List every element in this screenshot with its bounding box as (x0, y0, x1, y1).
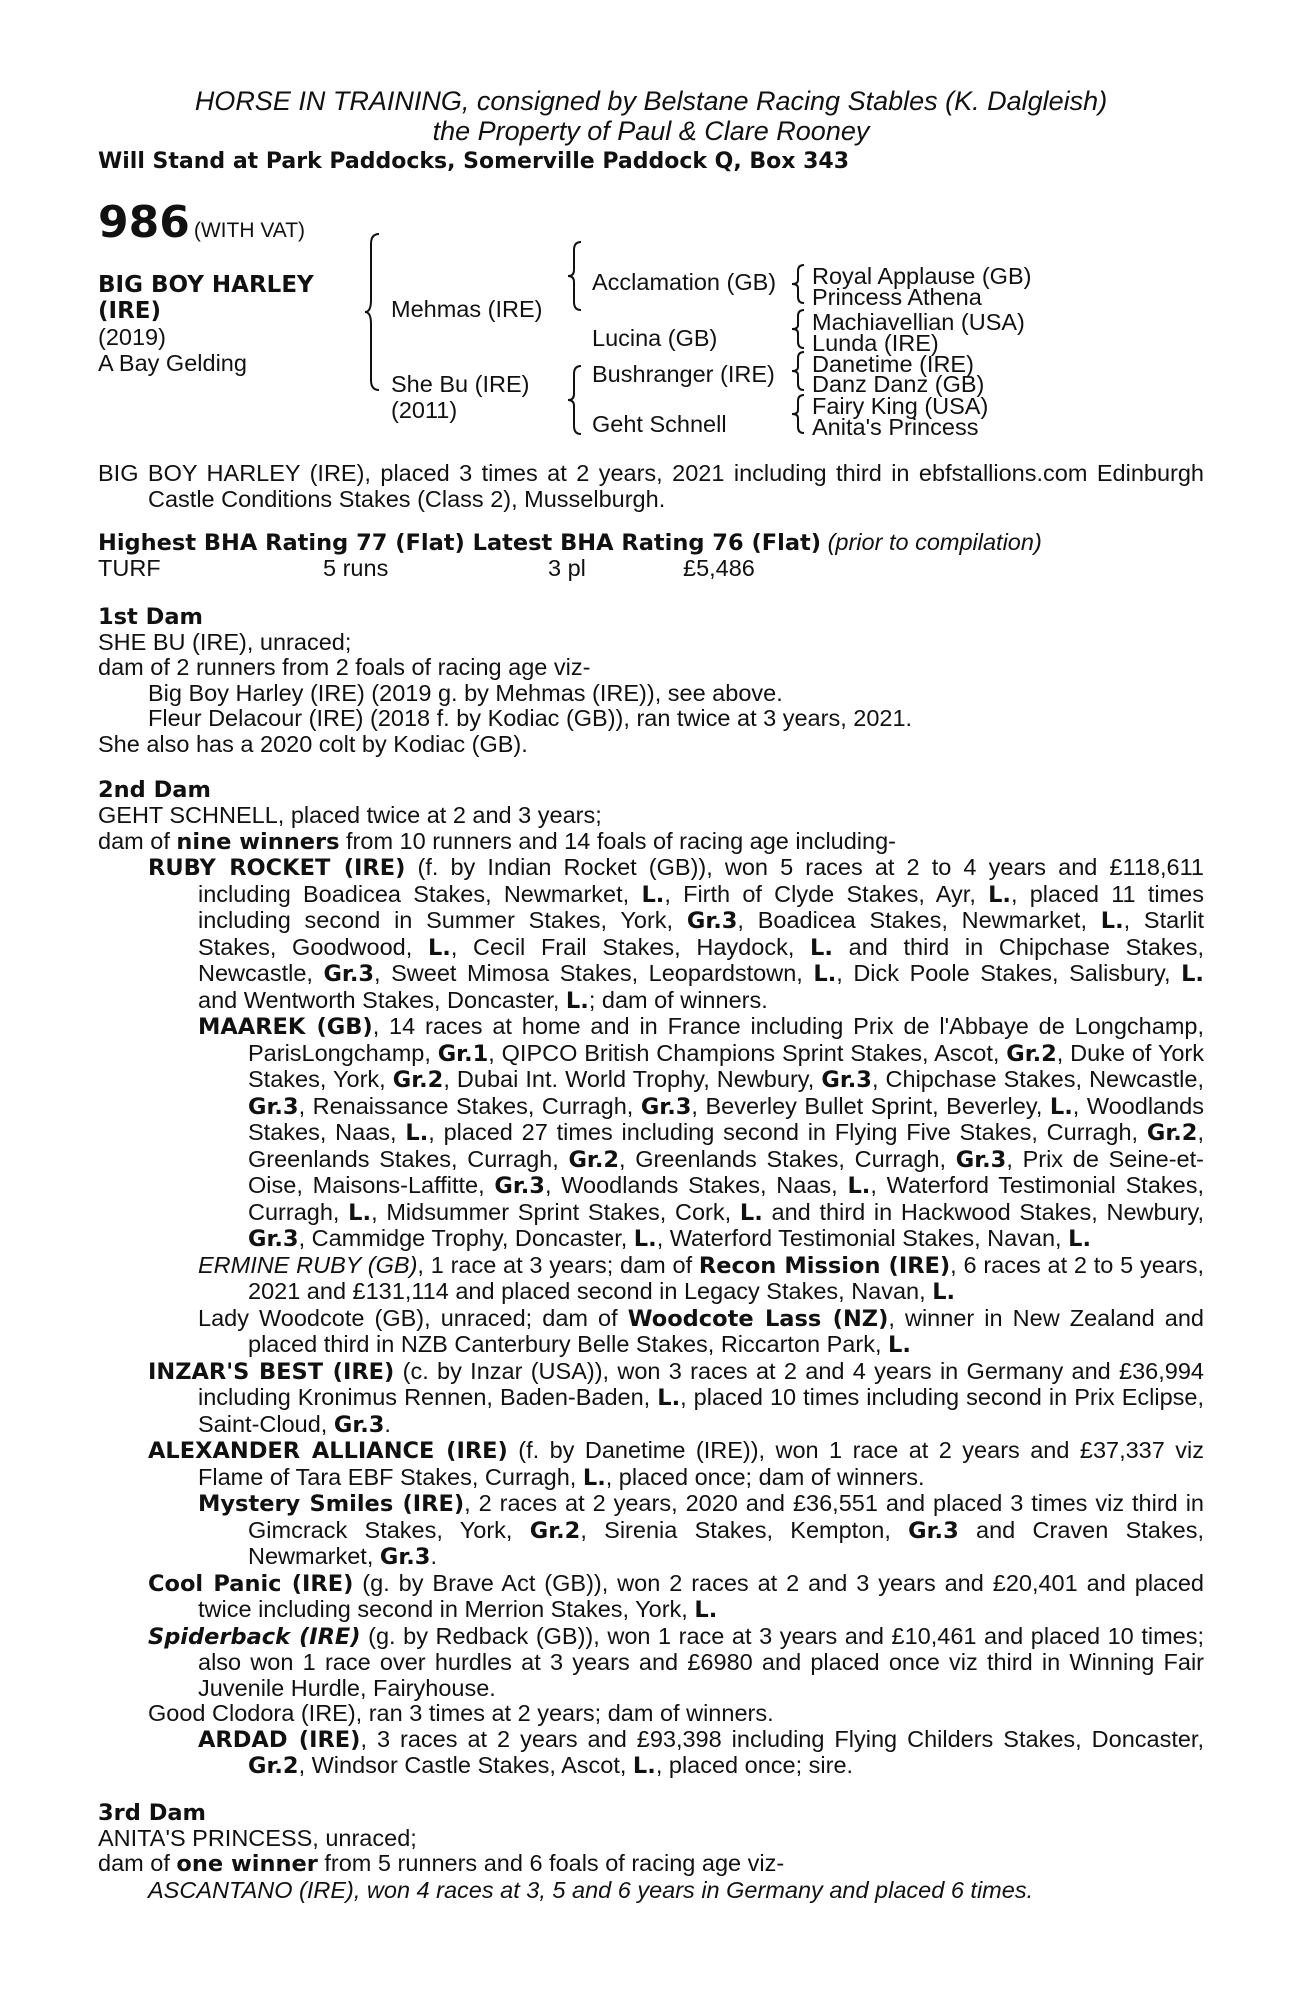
produce-item: Big Boy Harley (IRE) (2019 g. by Mehmas (IRE)), see above. (148, 679, 783, 706)
granddam-3: Danz Danz (GB) (812, 371, 985, 397)
brace-g1 (792, 264, 806, 304)
produce-lady-woodcote: Lady Woodcote (GB), unraced; dam of Woodcote Lass (NZ), winner in New Zealand and placed third in NZB Canterbury Belle Stakes, Riccarton Park, L. (198, 1304, 1204, 1358)
first-dam-note: She also has a 2020 colt by Kodiac (GB). (98, 730, 528, 757)
grandsire-4: Fairy King (USA) (812, 393, 989, 419)
horse-name-line1: BIG BOY HARLEY (98, 272, 314, 298)
third-dam-heading: 3rd Dam (98, 1799, 206, 1826)
produce-inzars-best: INZAR'S BEST (IRE) (c. by Inzar (USA)), won 3 races at 2 and 4 years in Germany and £36,994 including Kronimus Rennen, Baden-Baden, L., placed 10 times including second in Prix Eclipse, Saint-Cloud, Gr.3. (148, 1357, 1204, 1438)
third-dam-line: ANITA'S PRINCESS, unraced; (98, 1824, 417, 1851)
produce-good-clodora: Good Clodora (IRE), ran 3 times at 2 years; dam of winners. (148, 1700, 774, 1726)
grandsire-3: Danetime (IRE) (812, 351, 974, 377)
produce-item: Fleur Delacour (IRE) (2018 f. by Kodiac (GB)), ran twice at 3 years, 2021. (148, 705, 913, 731)
brace-g2 (792, 309, 806, 349)
rating-note: (prior to compilation) (827, 529, 1042, 555)
second-dam-heading: 2nd Dam (98, 777, 211, 803)
brace-g4 (792, 394, 806, 434)
first-dam-line: SHE BU (IRE), unraced; (98, 628, 352, 655)
record-placed: 3 pl (548, 555, 586, 581)
produce-mystery-smiles: Mystery Smiles (IRE), 2 races at 2 years, 2020 and £36,551 and placed 3 times viz third in Gimcrack Stakes, York, Gr.2, Sirenia Stakes, Kempton, Gr.3 and Craven Stakes, Newmarket, Gr.3. (198, 1490, 1204, 1570)
produce-maarek: MAAREK (GB), 14 races at home and in France including Prix de l'Abbaye de Longchamp, ParisLongchamp, Gr.1, QIPCO British Champions Sprint Stakes, Ascot, Gr.2, Duke of York Stakes, York, Gr.2, Dubai Int. World Trophy, Newbury, Gr.3, Chipchase Stakes, Newcastle, Gr.3, Renaissance Stakes, Curragh, Gr.3, Beverley Bullet Sprint, Beverley, L., Woodlands Stakes, Naas, L., placed 27 times including second in Flying Five Stakes, Curragh, Gr.2, Greenlands Stakes, Curragh, Gr.2, Greenlands Stakes, Curragh, Gr.3, Prix de Seine-et-Oise, Maisons-Laffitte, Gr.3, Woodlands Stakes, Naas, L., Waterford Testimonial Stakes, Curragh, L., Midsummer Sprint Stakes, Cork, L. and third in Hackwood Stakes, Newbury, Gr.3, Cammidge Trophy, Doncaster, L., Waterford Testimonial Stakes, Navan, L. (198, 1013, 1205, 1252)
produce-ascantano: ASCANTANO (IRE), won 4 races at 3, 5 and 6 years in Germany and placed 6 times. (148, 1876, 1034, 1903)
pedigree-block (98, 192, 1204, 440)
brace-parents (365, 232, 383, 392)
produce-spiderback: Spiderback (IRE) (g. by Redback (GB)), won 1 race at 3 years and £10,461 and placed 10 times; also won 1 race over hurdles at 3 years and £6980 and placed once viz third in Winning Fair Juvenile Hurdle, Fairyhouse. (148, 1622, 1204, 1701)
produce-cool-panic: Cool Panic (IRE) (g. by Brave Act (GB)), won 2 races at 2 and 3 years and £20,401 and placed twice including second in Merrion Stakes, York, L. (148, 1569, 1204, 1623)
rating-bold: Highest BHA Rating 77 (Flat) Latest BHA Rating 76 (Flat) (98, 530, 822, 556)
granddam-4: Anita's Princess (812, 414, 979, 440)
first-dam-heading: 1st Dam (98, 603, 203, 630)
third-dam-section (98, 1800, 1204, 1904)
grandsire-2: Machiavellian (USA) (812, 309, 1025, 335)
race-summary: BIG BOY HARLEY (IRE), placed 3 times at 2 years, 2021 including third in ebfstallions.com Edinburgh Castle Conditions Stakes (Class 2), Musselburgh. (98, 460, 1204, 512)
produce-alexander-alliance: ALEXANDER ALLIANCE (IRE) (f. by Danetime (IRE)), won 1 race at 2 years and £37,337 viz Flame of Tara EBF Stakes, Curragh, L., placed once; dam of winners. (148, 1437, 1204, 1491)
sire-dam: Lucina (GB) (592, 325, 718, 351)
horse-year: (2019) (98, 324, 166, 350)
dam-year: (2011) (391, 397, 458, 423)
first-dam-section (98, 604, 1204, 758)
sire-sire: Acclamation (GB) (592, 269, 777, 295)
dam-dam: Geht Schnell (592, 411, 727, 437)
record-earnings: £5,486 (683, 555, 755, 581)
produce-ardad: ARDAD (IRE), 3 races at 2 years and £93,398 including Flying Childers Stakes, Doncaster, Gr.2, Windsor Castle Stakes, Ascot, L., placed once; sire. (198, 1725, 1204, 1779)
granddam-2: Lunda (IRE) (812, 330, 939, 356)
granddam-1: Princess Athena (812, 284, 982, 310)
catalogue-page (98, 86, 1204, 1903)
lot-number: 986 (98, 197, 190, 248)
vat-label: (WITH VAT) (193, 219, 306, 242)
third-dam-produce-line: dam of one winner from 5 runners and 6 foals of racing age viz- (98, 1850, 785, 1877)
lot-number-block (98, 198, 305, 248)
horse-name-line2: (IRE) (98, 298, 162, 324)
sire-name: Mehmas (IRE) (391, 296, 543, 322)
second-dam-produce-line: dam of nine winners from 10 runners and 14 foals of racing age including- (98, 827, 896, 855)
horse-info (98, 324, 247, 376)
second-dam-line: GEHT SCHNELL, placed twice at 2 and 3 years; (98, 802, 602, 828)
location-line: Will Stand at Park Paddocks, Somerville Paddock Q, Box 343 (98, 149, 850, 174)
horse-description: A Bay Gelding (98, 350, 247, 376)
produce-ruby-rocket: RUBY ROCKET (IRE) (f. by Indian Rocket (GB)), won 5 races at 2 to 4 years and £118,611 including Boadicea Stakes, Newmarket, L., Firth of Clyde Stakes, Ayr, L., placed 11 times including second in Summer Stakes, York, Gr.3, Boadicea Stakes, Newmarket, L., Starlit Stakes, Goodwood, L., Cecil Frail Stakes, Haydock, L. and third in Chipchase Stakes, Newcastle, Gr.3, Sweet Mimosa Stakes, Leopardstown, L., Dick Poole Stakes, Salisbury, L. and Wentworth Stakes, Doncaster, L.; dam of winners. (148, 854, 1205, 1014)
dam-name: She Bu (IRE) (391, 371, 530, 397)
produce-ermine-ruby: ERMINE RUBY (GB), 1 race at 3 years; dam of Recon Mission (IRE), 6 races at 2 to 5 years, 2021 and £131,114 and placed second in Legacy Stakes, Navan, L. (198, 1251, 1204, 1305)
brace-dam-parents (568, 364, 584, 436)
brace-sire-parents (568, 240, 584, 312)
racing-record (98, 556, 1204, 582)
dam-sire: Bushranger (IRE) (592, 361, 775, 387)
rating-line (98, 530, 1204, 556)
record-surface: TURF (98, 555, 161, 581)
second-dam-section (98, 777, 1204, 1780)
horse-name (98, 272, 358, 324)
grandsire-1: Royal Applause (GB) (812, 263, 1032, 289)
consignment-line: HORSE IN TRAINING, consigned by Belstane Racing Stables (K. Dalgleish) (194, 86, 1108, 116)
first-dam-produce-line: dam of 2 runners from 2 foals of racing age viz- (98, 654, 591, 680)
record-runs: 5 runs (323, 555, 389, 581)
property-line: the Property of Paul & Clare Rooney (432, 116, 870, 146)
brace-g3 (792, 351, 806, 391)
